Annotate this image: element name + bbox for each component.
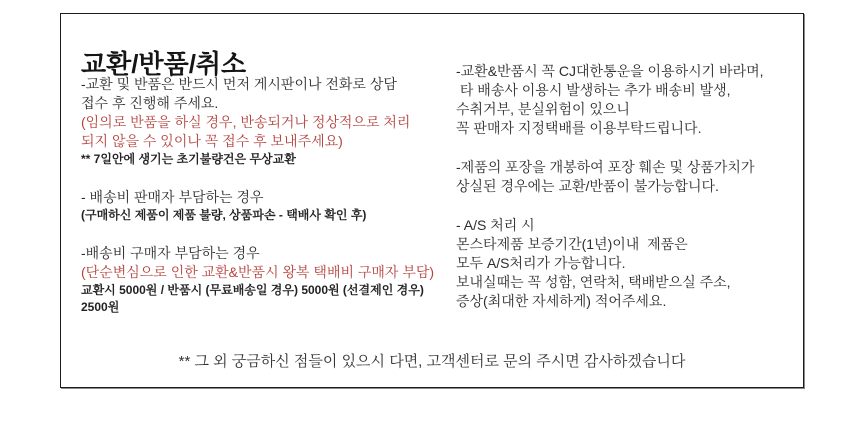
- section-consult-first: [81, 75, 449, 168]
- policy-line: -교환 및 반품은 반드시 먼저 게시판이나 전화로 상담: [81, 76, 397, 92]
- left-column: [81, 75, 449, 316]
- policy-warning-line: 되지 않을 수 있이나 꼭 접수 후 보내주세요): [81, 133, 343, 149]
- policy-line: 모두 A/S처리가 가능합니다.: [456, 255, 626, 271]
- policy-line: 타 배송사 이용시 발생하는 추가 배송비 발생,: [456, 82, 731, 98]
- policy-note: 교환시 5000원 / 반품시 (무료배송일 경우) 5000원 (선결제인 경우) 2500원: [81, 283, 428, 314]
- section-seller-pays-shipping: [81, 188, 449, 224]
- section-packaging-damage: [456, 158, 801, 196]
- policy-note: ** 7일안에 생기는 초기불량건은 무상교환: [81, 152, 296, 166]
- section-designated-courier: [456, 62, 801, 138]
- policy-line: 몬스타제품 보증기간(1년)이내 제품은: [456, 236, 688, 252]
- footer-contact-note: ** 그 외 궁금하신 점들이 있으시 다면, 고객센터로 문의 주시면 감사하겠습니다: [178, 353, 686, 370]
- policy-line: 수취거부, 분실위험이 있으니: [456, 101, 630, 117]
- policy-line: 증상(최대한 자세하게) 적어주세요.: [456, 293, 667, 309]
- policy-warning-line: (단순변심으로 인한 교환&반품시 왕복 택배비 구매자 부담): [81, 264, 435, 280]
- policy-note: (구매하신 제품이 제품 불량, 상품파손 - 택배사 확인 후): [81, 208, 367, 222]
- policy-panel: [60, 13, 804, 388]
- policy-line: -제품의 포장을 개봉하여 포장 훼손 및 상품가치가: [456, 159, 755, 175]
- right-column: [456, 62, 801, 311]
- policy-line: -교환&반품시 꼭 CJ대한통운을 이용하시기 바라며,: [456, 63, 764, 79]
- policy-warning-line: (임의로 반품을 하실 경우, 반송되거나 정상적으로 처리: [81, 114, 411, 130]
- policy-line: - A/S 처리 시: [456, 217, 535, 233]
- section-buyer-pays-shipping: [81, 244, 449, 316]
- policy-line: 꼭 판매자 지정택배를 이용부탁드립니다.: [456, 120, 702, 136]
- policy-line: 보내실때는 꼭 성함, 연락처, 택배받으실 주소,: [456, 274, 731, 290]
- page-title: 교환/반품/취소: [81, 49, 247, 80]
- section-heading: - 배송비 판매자 부담하는 경우: [81, 189, 264, 205]
- section-heading: -배송비 구매자 부담하는 경우: [81, 245, 260, 261]
- policy-line: 상실된 경우에는 교환/반품이 불가능합니다.: [456, 178, 719, 194]
- section-as-service: [456, 216, 801, 311]
- policy-line: 접수 후 진행해 주세요.: [81, 95, 219, 111]
